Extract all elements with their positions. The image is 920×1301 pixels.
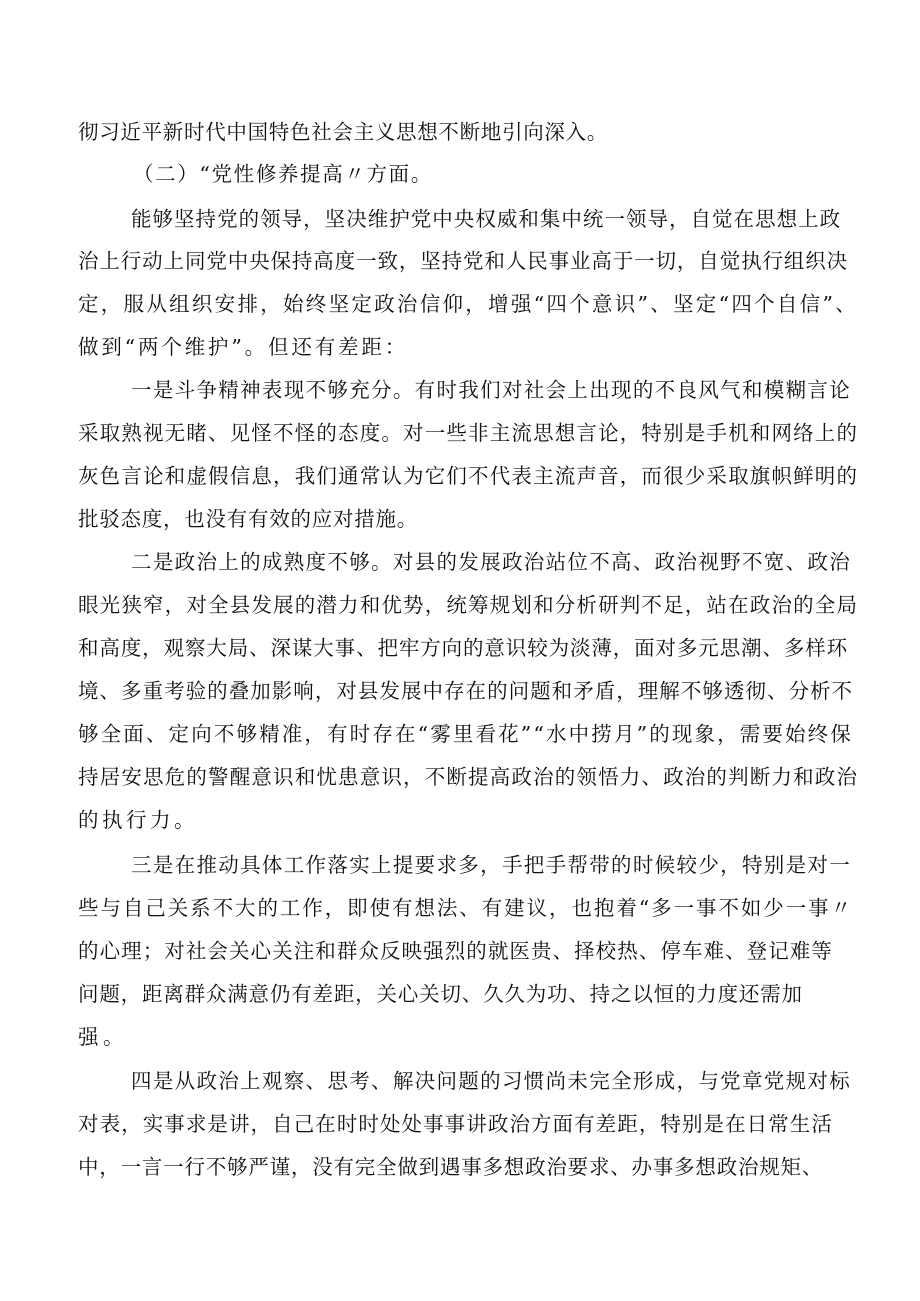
section-heading: （二）“党性修养提高〃方面。 [133,162,433,186]
text-line: 定，服从组织安排，始终坚定政治信仰，增强“四个意识”、坚定“四个自信”、 [78,292,858,316]
text-line: 持居安思危的警醒意识和忧患意识，不断提高政治的领悟力、政治的判断力和政治 [78,765,859,789]
text-line: 些与自己关系不大的工作，即使有想法、有建议，也抱着“多一事不如少一事〃 [78,896,854,920]
text-line: 眼光狭窄，对全县发展的潜力和优势，统筹规划和分析研判不足，站在政治的全局 [78,593,859,617]
text-line: 彻习近平新时代中国特色社会主义思想不断地引向深入。 [78,120,608,144]
text-line: 的执行力。 [78,808,198,832]
text-line: 中，一言一行不够严谨，没有完全做到遇事多想政治要求、办事多想政治规矩、 [78,1155,824,1179]
text-line: 对表，实事求是讲，自己在时时处处事事讲政治方面有差距，特别是在日常生活 [78,1112,833,1136]
text-line: 批驳态度，也没有有效的应对措施。 [78,507,418,531]
text-line: 问题，距离群众满意仍有差距，关心关切、久久为功、持之以恒的力度还需加 [78,982,803,1006]
text-line: 治上行动上同党中央保持高度一致，坚持党和人民事业高于一切，自觉执行组织决 [78,249,849,273]
text-line: 做到“两个维护”。但还有差距： [78,335,409,359]
text-line: 三是在推动具体工作落实上提要求多，手把手帮带的时候较少，特别是对一 [131,853,852,877]
text-line: 能够坚持党的领导，坚决维护党中央权威和集中统一领导，自觉在思想上政 [131,207,842,231]
text-line: 灰色言论和虚假信息，我们通常认为它们不代表主流声音，而很少采取旗帜鲜明的 [78,464,859,488]
text-line: 和高度，观察大局、深谋大事、把牢方向的意识较为淡薄，面对多元思潮、多样环 [78,636,849,660]
text-line: 够全面、定向不够精准，有时存在“雾里看花”“水中捞月”的现象，需要始终保 [78,722,853,746]
text-line: 四是从政治上观察、思考、解决问题的习惯尚未完全形成，与党章党规对标 [131,1069,852,1093]
text-line: 强。 [78,1025,128,1049]
text-line: 一是斗争精神表现不够充分。有时我们对社会上出现的不良风气和模糊言论 [131,378,852,402]
text-line: 采取熟视无睹、见怪不怪的态度。对一些非主流思想言论，特别是手机和网络上的 [78,421,859,445]
text-line: 的心理；对社会关心关注和群众反映强烈的就医贵、择校热、停车难、登记难等 [78,939,833,963]
text-line: 二是政治上的成熟度不够。对县的发展政治站位不高、政治视野不宽、政治 [131,550,852,574]
text-line: 境、多重考验的叠加影响，对县发展中存在的问题和矛盾，理解不够透彻、分析不 [78,679,854,703]
